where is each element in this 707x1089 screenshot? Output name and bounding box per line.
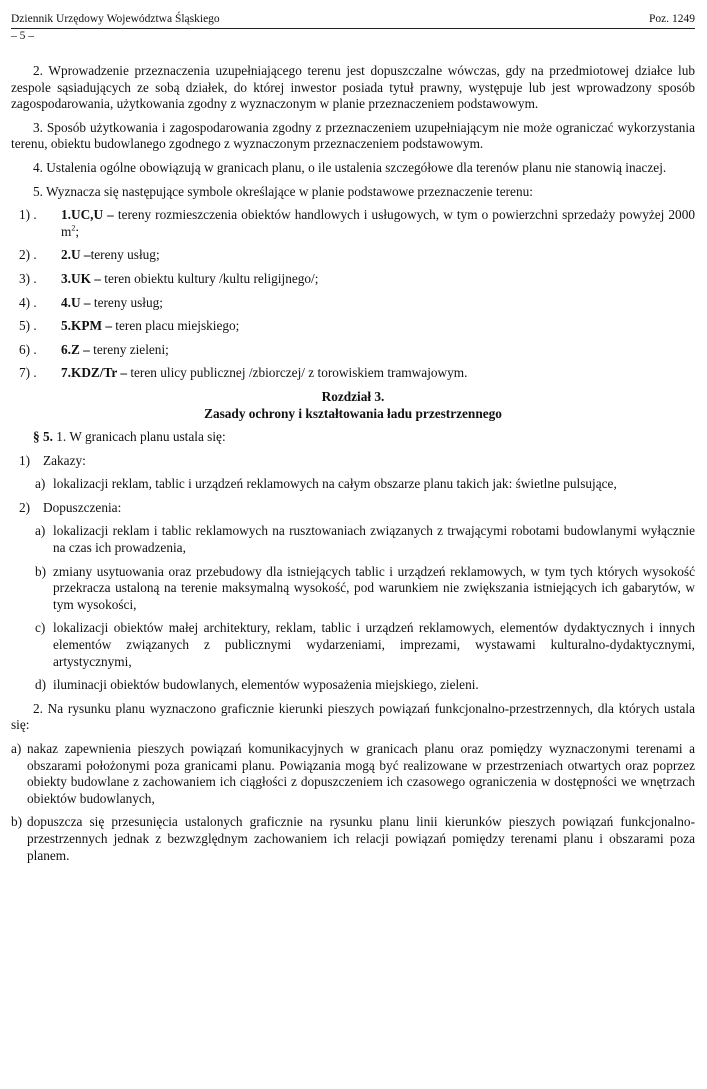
symbol-description: teren obiektu kultury /kultu religijnego/; [100, 270, 319, 286]
bans-heading [11, 453, 695, 470]
page-header [11, 12, 695, 29]
list-text: nakaz zapewnienia pieszych powiązań komunikacyjnych w granicach planu oraz pomiędzy wyznaczonymi terenami a obszarami położonymi poza granicami planu. Powiązania mogą być realizowane w przestrzeniach otwartych oraz poprzez obiekty budowlane z zachowaniem ich ciągłości z dopuszczeniem ich czasowego ograniczenia w dostępności we wnętrzach obiektów budowlanych, [27, 741, 695, 806]
list-number: 3) . [19, 270, 37, 286]
symbol-number: 5 [61, 318, 68, 334]
symbol-description: tereny usług; [90, 247, 160, 263]
list-item [11, 271, 695, 288]
section-5-intro [11, 429, 695, 446]
list-number: 2) . [19, 247, 37, 263]
list-item [11, 207, 695, 240]
list-number: 4) . [19, 294, 37, 310]
symbol-description: tereny zieleni; [89, 341, 169, 357]
list-item [11, 476, 695, 493]
symbol-number: 3 [61, 270, 68, 286]
symbol-letters: .KPM [67, 318, 102, 334]
list-item [11, 677, 695, 694]
symbol-tail: ; [75, 223, 80, 239]
chapter-title: Zasady ochrony i kształtowania ładu przestrzennego [204, 405, 502, 421]
paragraph-3: 3. Sposób użytkowania i zagospodarowania zgodny z przeznaczeniem uzupełniającym nie może ograniczać wykorzystania terenu, obiektu budowlanego zgodnego z wyznaczonym przeznaczeniem podstawowym. [11, 119, 695, 152]
symbol-letters: .UK [67, 270, 91, 286]
symbol-code [61, 207, 103, 222]
list-text [61, 365, 695, 382]
list-item [11, 814, 695, 864]
symbol-letters: 7.KDZ/Tr [61, 365, 118, 381]
symbol-letters: .U [67, 294, 81, 310]
paragraph-4: 4. Ustalenia ogólne obowiązują w granicach planu, o ile ustalenia szczegółowe dla terenów planu nie stanowią inaczej. [33, 159, 667, 175]
symbol-dash: – [80, 247, 91, 263]
list-item [11, 365, 695, 382]
bans-label: Zakazy: [43, 452, 86, 468]
list-letter: a) [35, 476, 46, 492]
list-item [11, 247, 695, 264]
list-number: 7) . [19, 365, 37, 381]
symbol-description: tereny rozmieszczenia obiektów handlowych i usługowych, w tym o powierzchni sprzedaży powyżej 2000 m [61, 207, 695, 239]
symbol-description: teren ulicy publicznej /zbiorczej/ z torowiskiem tramwajowym. [127, 365, 468, 381]
list-text: lokalizacji reklam, tablic i urządzeń reklamowych na całym obszarze planu takich jak: świetlne pulsujące, [53, 476, 617, 492]
list-item [11, 342, 695, 359]
page-folio: – 5 – [11, 30, 34, 42]
symbol-description: teren placu miejskiego; [111, 318, 240, 334]
symbol-number: 6 [61, 341, 68, 357]
symbol-dash: – [103, 207, 114, 223]
superscript: 2 [71, 223, 76, 233]
symbol-code [61, 295, 81, 310]
allow-label: Dopuszczenia: [43, 499, 122, 515]
page-number: Poz. 1249 [649, 13, 695, 25]
journal-title: Dziennik Urzędowy Województwa Śląskiego [11, 13, 220, 25]
allow-list [11, 523, 695, 693]
symbol-code [61, 342, 80, 357]
symbol-code [61, 247, 81, 262]
symbol-letters: .UC,U [67, 207, 104, 223]
list-text [61, 295, 695, 312]
symbol-dash: – [117, 365, 128, 381]
list-text: zmiany usytuowania oraz przebudowy dla istniejących tablic i urządzeń reklamowych, w tym tych których wysokość przekracza ustaloną na terenie maksymalną wysokość, pod warunkiem nie zwiększania istniejących ich gabarytów, w tym wysokości, [53, 563, 695, 612]
list-number: 6) . [19, 341, 37, 357]
list-text [61, 247, 695, 264]
symbol-number: 1 [61, 207, 68, 223]
list-item [11, 620, 695, 670]
list-letter: b) [11, 814, 23, 830]
list-item [11, 741, 695, 807]
list-letter: a) [35, 523, 46, 539]
list-text [61, 318, 695, 335]
list-number: 5) . [19, 318, 37, 334]
chapter-heading [11, 389, 695, 422]
list-text [61, 271, 695, 288]
document-body [11, 63, 695, 864]
list-number: 1) [19, 452, 31, 468]
section-intro-text: 1. W granicach planu ustala się: [52, 429, 226, 445]
list-text: lokalizacji obiektów małej architektury, reklam, tablic i urządzeń reklamowych, elementów dydaktycznych i innych elementów związanych z publicznymi wydarzeniami, imprezami, wystawami kulturalno-dydaktycznymi, artystycznymi, [53, 620, 695, 669]
symbol-number: 2 [61, 247, 68, 263]
chapter-number: Rozdział 3. [321, 388, 385, 404]
symbol-dash: – [80, 294, 91, 310]
list-text [61, 207, 695, 240]
section-label: § 5. [33, 429, 53, 445]
paragraph-2: 2. Wprowadzenie przeznaczenia uzupełniającego terenu jest dopuszczalne wówczas, gdy na przedmiotowej działce lub zespole sąsiadujących ze sobą działek, do której inwestor posiada tytuł prawny, występuje lub jest wprowadzony sposób zagospodarowania, użytkowania zgodny z wyznaczonym w planie przeznaczeniem podstawowym. [11, 63, 695, 112]
symbol-letters: .Z [67, 341, 80, 357]
symbol-code [61, 365, 117, 380]
symbol-dash: – [79, 341, 90, 357]
symbol-number: 4 [61, 294, 68, 310]
section-5-paragraph-2: 2. Na rysunku planu wyznaczono graficznie kierunki pieszych powiązań funkcjonalno-przestrzennych, dla których ustala się: [11, 700, 695, 733]
symbol-list [11, 207, 695, 382]
paragraph-5: 5. Wyznacza się następujące symbole określające w planie podstawowe przeznaczenie terenu: [33, 183, 533, 199]
list-letter: b) [35, 563, 47, 579]
symbol-dash: – [90, 270, 101, 286]
points-list [11, 741, 695, 864]
list-letter: d) [35, 677, 47, 693]
list-text: lokalizacji reklam i tablic reklamowych na rusztowaniach związanych z trwającymi robotami budowlanymi wyłącznie na czas ich prowadzenia, [53, 523, 695, 556]
symbol-code [61, 271, 91, 286]
symbol-description: tereny usług; [90, 294, 163, 310]
header-center [11, 29, 695, 45]
list-letter: a) [11, 741, 22, 756]
list-item [11, 564, 695, 614]
list-item [11, 295, 695, 312]
allow-heading [11, 500, 695, 517]
symbol-dash: – [102, 318, 112, 334]
symbol-letters: .U [67, 247, 81, 263]
bans-list [11, 476, 695, 493]
symbol-code [61, 318, 102, 333]
list-text: iluminacji obiektów budowlanych, elementów wyposażenia miejskiego, zieleni. [53, 677, 479, 693]
list-number: 2) [19, 499, 31, 515]
list-item [11, 318, 695, 335]
list-text: dopuszcza się przesunięcia ustalonych graficznie na rysunku planu linii kierunków pieszych powiązań funkcjonalno-przestrzennych jednak z bezwzględnym zachowaniem ich relacji powiązań pomiędzy terenami planu i obszarami poza planem. [27, 814, 695, 863]
list-item [11, 523, 695, 556]
list-letter: c) [35, 620, 46, 636]
list-number: 1) . [19, 207, 37, 223]
list-text [61, 342, 695, 359]
